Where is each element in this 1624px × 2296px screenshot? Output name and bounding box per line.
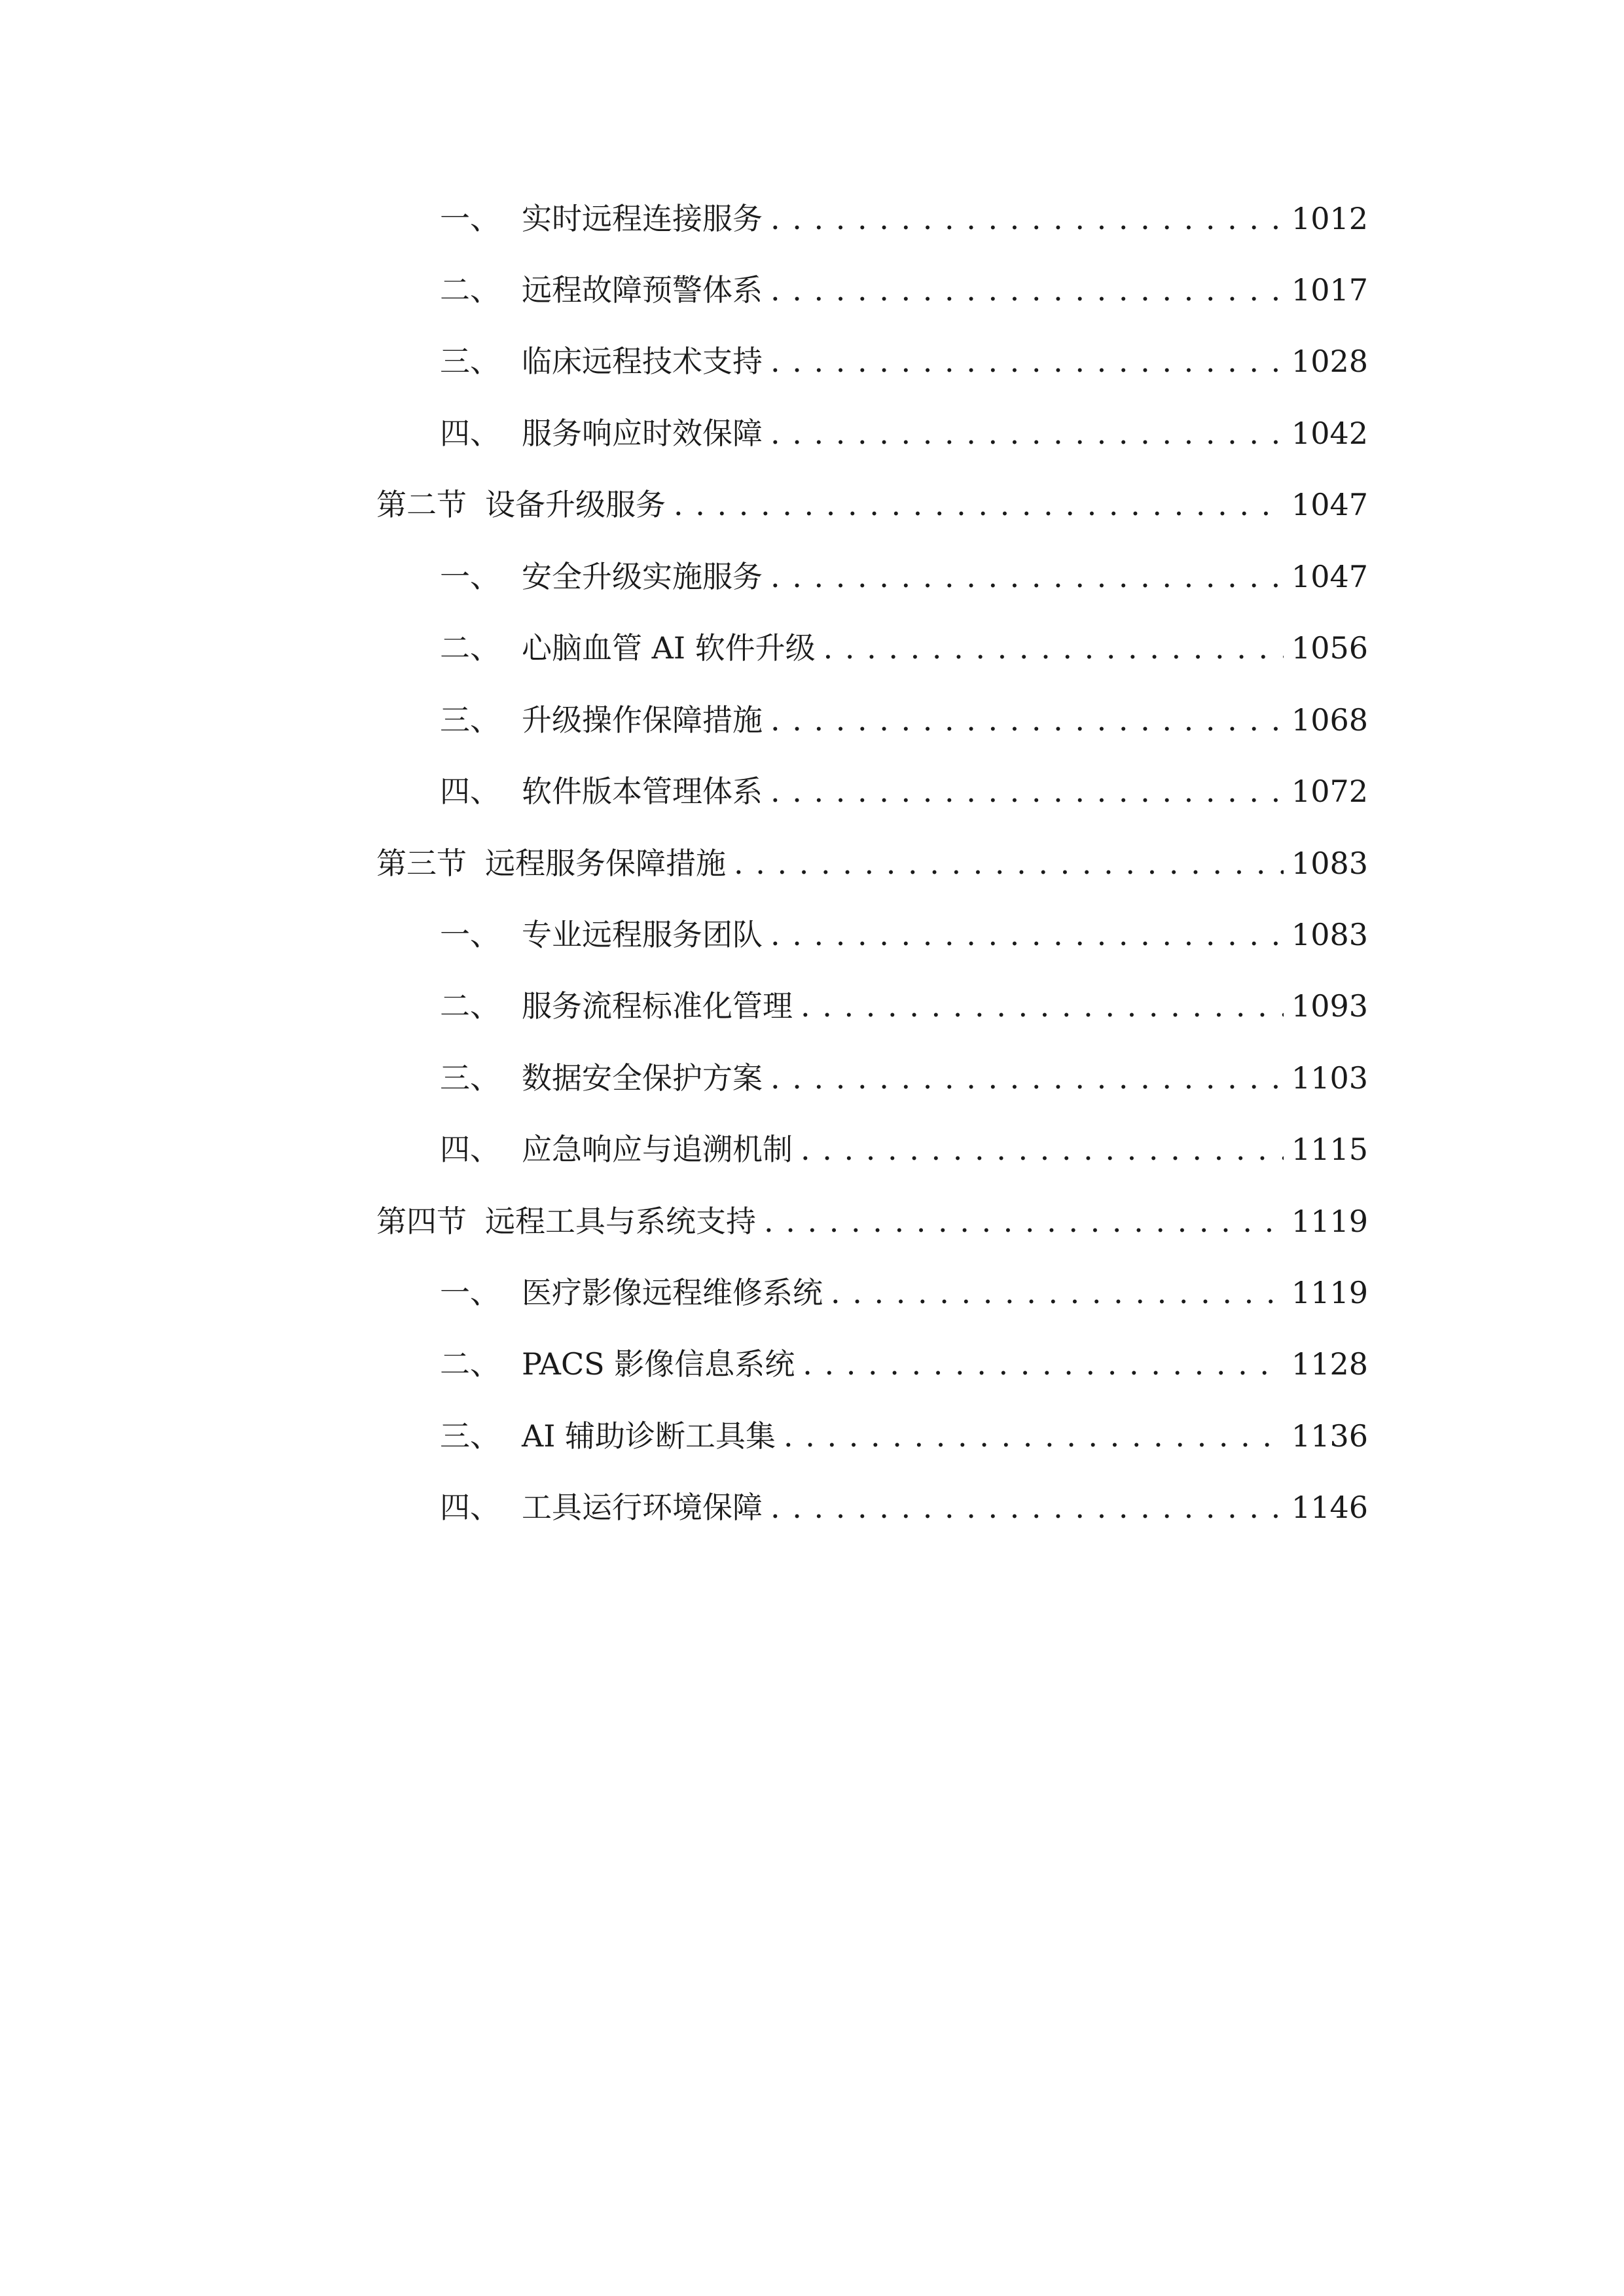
dot-leader: [770, 407, 1284, 459]
toc-entry-number: 一、: [440, 201, 500, 236]
toc-entry-page: 1068: [1291, 702, 1368, 738]
toc-entry-page: 1056: [1291, 630, 1368, 666]
toc-entry-page: 1093: [1291, 988, 1368, 1024]
toc-entry-title: 软件版本管理体系: [522, 774, 763, 809]
toc-entry-page: 1128: [1291, 1346, 1368, 1382]
toc-entry-title: 医疗影像远程维修系统: [522, 1275, 823, 1310]
toc-entry-title: 远程服务保障措施: [485, 846, 726, 881]
toc-entry-page: 1115: [1291, 1132, 1368, 1167]
toc-entry[interactable]: [440, 980, 1368, 1032]
toc-entry-number: 一、: [440, 917, 500, 952]
toc-entry[interactable]: [440, 1123, 1368, 1175]
dot-leader: [784, 1410, 1284, 1462]
toc-entry-number: 三、: [440, 702, 500, 738]
dot-leader: [803, 1338, 1284, 1390]
toc-entry-title: 实时远程连接服务: [522, 201, 763, 236]
toc-entry-number: 第二节: [376, 487, 467, 522]
toc-entry-number: 四、: [440, 774, 500, 809]
dot-leader: [801, 1123, 1284, 1175]
toc-entry-number: 二、: [440, 1346, 500, 1382]
toc-entry[interactable]: [440, 1481, 1368, 1534]
dot-leader: [801, 980, 1284, 1032]
dot-leader: [734, 837, 1284, 889]
dot-leader: [674, 478, 1284, 531]
toc-entry[interactable]: [440, 550, 1368, 603]
toc-entry-title: AI 辅助诊断工具集: [522, 1418, 776, 1454]
toc-entry-page: 1047: [1291, 487, 1368, 522]
toc-entry-number: 三、: [440, 1060, 500, 1096]
toc-entry-page: 1083: [1291, 917, 1368, 952]
toc-entry-number: 二、: [440, 630, 500, 666]
dot-leader: [770, 550, 1284, 603]
toc-entry-page: 1136: [1291, 1418, 1368, 1454]
toc-entry-number: 第四节: [376, 1204, 467, 1239]
toc-entry[interactable]: [440, 1410, 1368, 1462]
toc-entry-title: 安全升级实施服务: [522, 559, 763, 594]
toc-entry-title: 心脑血管 AI 软件升级: [522, 630, 816, 666]
dot-leader: [764, 1195, 1284, 1247]
toc-entry-title: 设备升级服务: [485, 487, 666, 522]
toc-entry-number: 一、: [440, 559, 500, 594]
toc-entry-title: 服务响应时效保障: [522, 416, 763, 451]
toc-entry-number: 四、: [440, 1490, 500, 1525]
toc-entry[interactable]: [440, 407, 1368, 459]
dot-leader: [831, 1266, 1284, 1319]
toc-entry-title: 工具运行环境保障: [522, 1490, 763, 1525]
dot-leader: [770, 1052, 1284, 1104]
dot-leader: [770, 264, 1284, 316]
toc-entry-number: 四、: [440, 1132, 500, 1167]
toc-entry-page: 1103: [1291, 1060, 1368, 1096]
dot-leader: [770, 1481, 1284, 1534]
toc-entry[interactable]: [440, 1052, 1368, 1104]
toc-entry-page: 1083: [1291, 846, 1368, 881]
dot-leader: [770, 335, 1284, 387]
toc-section-entry[interactable]: [376, 837, 1368, 889]
toc-entry[interactable]: [440, 765, 1368, 817]
toc-entry-page: 1012: [1291, 201, 1368, 236]
toc-entry-title: 应急响应与追溯机制: [522, 1132, 793, 1167]
toc-entry-page: 1146: [1291, 1490, 1368, 1525]
toc-entry-number: 三、: [440, 1418, 500, 1454]
toc-entry[interactable]: [440, 622, 1368, 674]
dot-leader: [823, 622, 1284, 674]
toc-entry[interactable]: [440, 908, 1368, 961]
toc-entry-page: 1017: [1291, 272, 1368, 308]
toc-entry-page: 1042: [1291, 416, 1368, 451]
toc-entry[interactable]: [440, 1338, 1368, 1390]
toc-entry-number: 三、: [440, 344, 500, 379]
toc-entry-number: 二、: [440, 988, 500, 1024]
toc-entry-title: 服务流程标准化管理: [522, 988, 793, 1024]
dot-leader: [770, 765, 1284, 817]
toc-entry-page: 1047: [1291, 559, 1368, 594]
toc-entry-title: 远程故障预警体系: [522, 272, 763, 308]
toc-entry[interactable]: [440, 264, 1368, 316]
toc-entry-number: 四、: [440, 416, 500, 451]
toc-entry-title: 远程工具与系统支持: [485, 1204, 756, 1239]
dot-leader: [770, 694, 1284, 746]
toc-section-entry[interactable]: [376, 478, 1368, 531]
toc-entry-page: 1119: [1291, 1275, 1368, 1310]
toc-entry-page: 1119: [1291, 1204, 1368, 1239]
toc-entry-number: 二、: [440, 272, 500, 308]
toc-entry-title: 临床远程技术支持: [522, 344, 763, 379]
toc-entry-title: 升级操作保障措施: [522, 702, 763, 738]
dot-leader: [770, 908, 1284, 961]
toc-entry[interactable]: [440, 192, 1368, 245]
toc-entry-title: 数据安全保护方案: [522, 1060, 763, 1096]
toc-entry-page: 1072: [1291, 774, 1368, 809]
toc-entry[interactable]: [440, 1266, 1368, 1319]
toc-section-entry[interactable]: [376, 1195, 1368, 1247]
toc-entry[interactable]: [440, 335, 1368, 387]
toc-entry-number: 一、: [440, 1275, 500, 1310]
dot-leader: [770, 192, 1284, 245]
toc-entry-title: 专业远程服务团队: [522, 917, 763, 952]
toc-entry-page: 1028: [1291, 344, 1368, 379]
toc-entry-number: 第三节: [376, 846, 467, 881]
toc-entry-title: PACS 影像信息系统: [522, 1346, 795, 1382]
toc-entry[interactable]: [440, 694, 1368, 746]
